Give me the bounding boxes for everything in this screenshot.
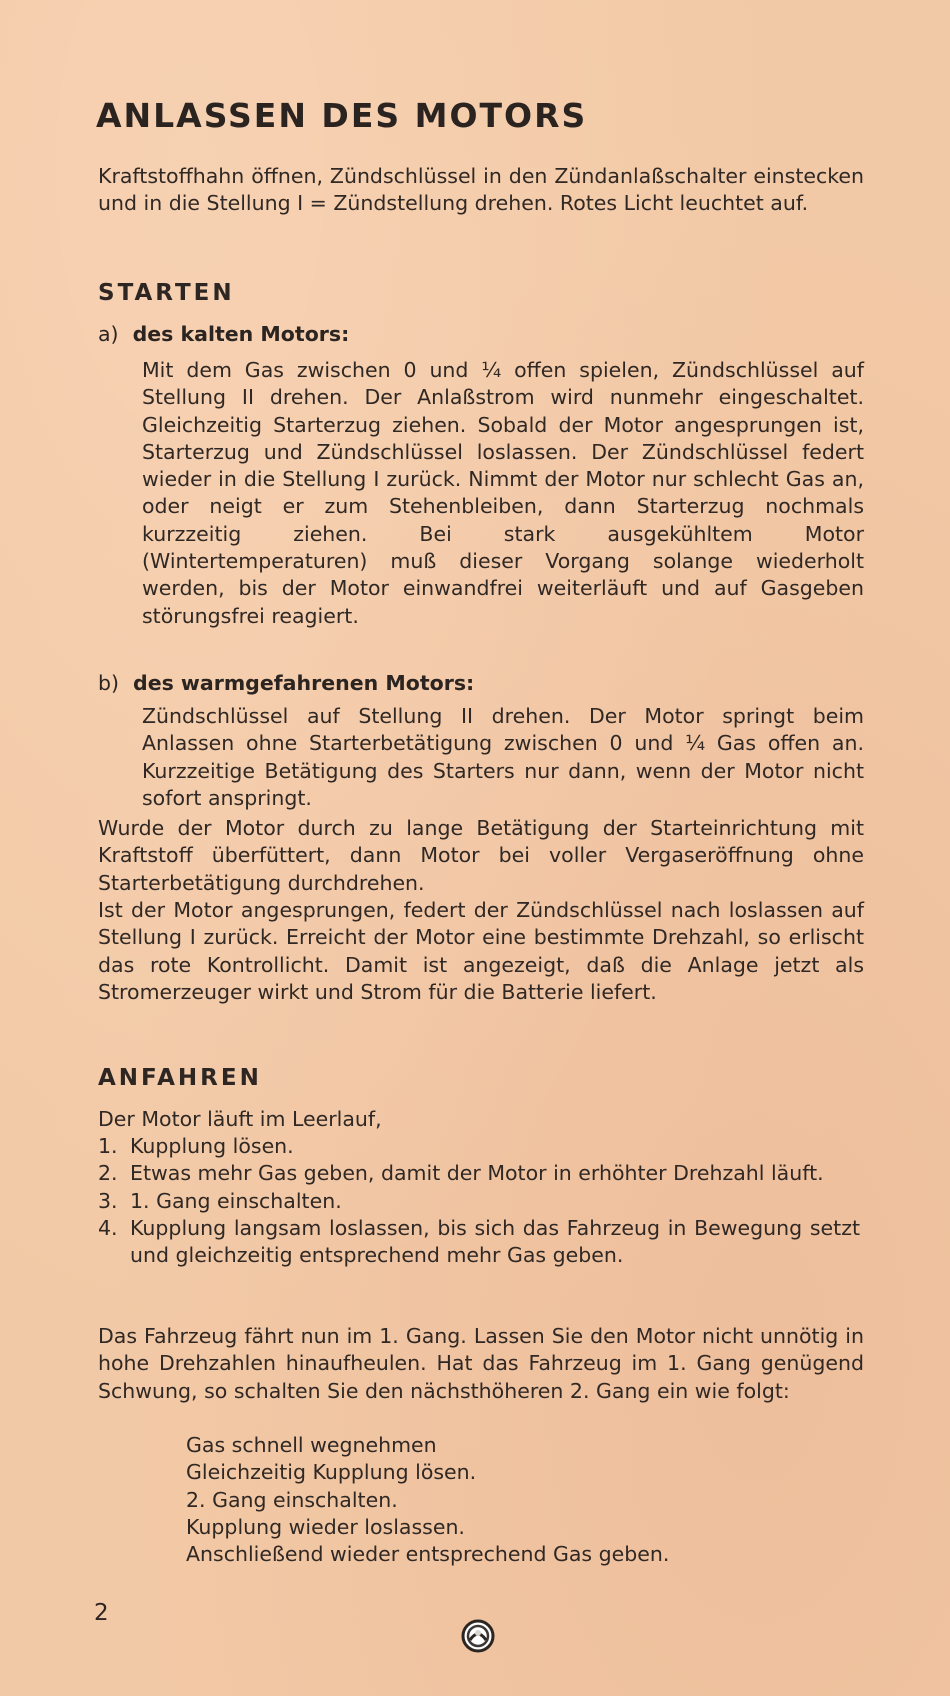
warning-light-paragraph: Ist der Motor angesprungen, federt der Zündschlüssel nach loslassen auf Stellung I zurück. Erreicht der Motor eine bestimmte Drehzahl, so erlischt das rote Kontrollicht. Damit ist angezeigt, daß die Anlage jetzt als Stromerzeuger wirkt und Strom für die Batterie liefert. xyxy=(98,898,864,1004)
subsection-a-label xyxy=(98,321,349,348)
anfahren-numbered-list xyxy=(98,1133,860,1269)
list-item xyxy=(98,1215,860,1270)
subsection-b-marker: b) xyxy=(98,671,120,695)
page-number: 2 xyxy=(94,1600,109,1626)
step-item: Kupplung wieder loslassen. xyxy=(186,1514,465,1539)
step-item: Gas schnell wegnehmen xyxy=(186,1433,437,1457)
step-item: Anschließend wieder entsprechend Gas geben. xyxy=(186,1542,670,1567)
section-heading-starten: STARTEN xyxy=(98,280,235,306)
step-item: 2. Gang einschalten. xyxy=(186,1487,398,1512)
list-number: 4. xyxy=(98,1215,118,1240)
subsection-a-title: des kalten Motors: xyxy=(132,322,350,346)
step-item: Gleichzeitig Kupplung lösen. xyxy=(186,1460,477,1485)
gear-change-steps xyxy=(186,1432,669,1568)
overfeed-paragraph: Wurde der Motor durch zu lange Betätigung der Starteinrichtung mit Kraftstoff überfüttert, dann Motor bei voller Vergaseröffnung ohne Starterbetätigung durchdrehen. xyxy=(98,816,864,895)
anfahren-lead: Der Motor läuft im Leerlauf, xyxy=(98,1107,382,1131)
list-text: Etwas mehr Gas geben, damit der Motor in erhöhter Drehzahl läuft. xyxy=(130,1161,824,1186)
subsection-b-label xyxy=(98,670,474,697)
list-text: Kupplung lösen. xyxy=(130,1134,294,1158)
list-item xyxy=(98,1188,860,1215)
page-title: ANLASSEN DES MOTORS xyxy=(96,96,588,135)
list-number: 3. xyxy=(98,1188,118,1213)
brand-logo-icon xyxy=(460,1618,496,1654)
subsection-a-text: Mit dem Gas zwischen 0 und ¼ offen spielen, Zündschlüssel auf Stellung II drehen. Der Anlaßstrom wird nunmehr eingeschaltet. Gleichzeitig Starterzug ziehen. Sobald der Motor angesprungen ist, Starterzug und Zündschlüssel loslassen. Der Zündschlüssel federt wieder in die Stellung I zurück. Nimmt der Motor nur schlecht Gas an, oder neigt er zum Stehenbleiben, dann Starterzug nochmals kurzzeitig ziehen. Bei stark ausgekühltem Motor (Wintertemperaturen) muß dieser Vorgang solange wiederholt werden, bis der Motor einwandfrei weiterläuft und auf Gasgeben störungsfrei reagiert. xyxy=(142,358,864,628)
list-text: 1. Gang einschalten. xyxy=(130,1188,342,1213)
subsection-b-text: Zündschlüssel auf Stellung II drehen. Der Motor springt beim Anlassen ohne Starterbetätigung zwischen 0 und ¼ Gas offen an. Kurzzeitige Betätigung des Starters nur dann, wenn der Motor nicht sofort anspringt. xyxy=(142,704,864,810)
intro-paragraph: Kraftstoffhahn öffnen, Zündschlüssel in den Zündanlaßschalter einstecken und in die Stellung I = Zündstellung drehen. Rotes Licht leuchtet auf. xyxy=(98,164,864,216)
list-item xyxy=(98,1133,860,1160)
subsection-b-title: des warmgefahrenen Motors: xyxy=(133,671,475,695)
list-number: 2. xyxy=(98,1161,118,1186)
gear-change-paragraph: Das Fahrzeug fährt nun im 1. Gang. Lassen Sie den Motor nicht unnötig in hohe Drehzahlen hinaufheulen. Hat das Fahrzeug im 1. Gang genügend Schwung, so schalten Sie den nächsthöheren 2. Gang ein wie folgt: xyxy=(98,1324,864,1403)
subsection-a-marker: a) xyxy=(98,322,119,346)
list-item xyxy=(98,1160,860,1187)
section-heading-anfahren: ANFAHREN xyxy=(98,1065,262,1091)
list-number: 1. xyxy=(98,1134,118,1158)
list-text: Kupplung langsam loslassen, bis sich das Fahrzeug in Bewegung setzt und gleichzeitig entsprechend mehr Gas geben. xyxy=(130,1215,860,1268)
